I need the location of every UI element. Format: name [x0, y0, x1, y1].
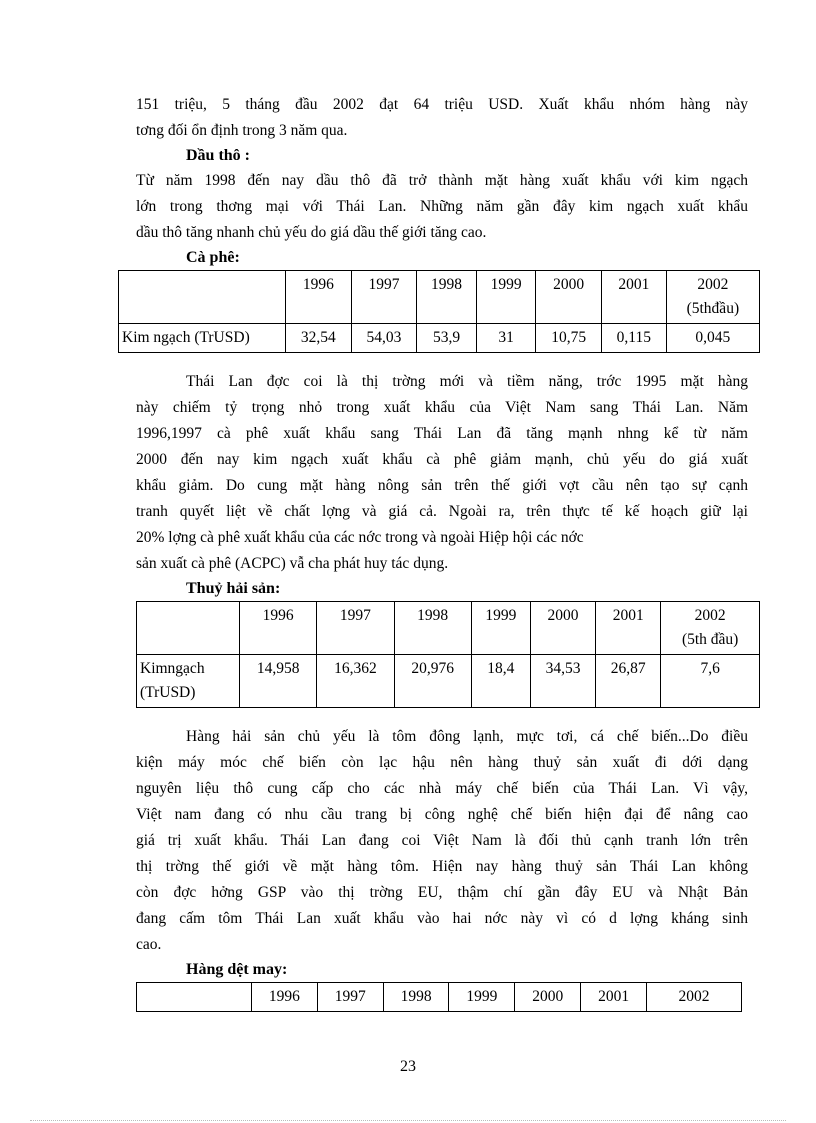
intro-line-1: 151 triệu, 5 tháng đầu 2002 đạt 64 triệu USD. Xuất khẩu nhóm hàng này: [136, 96, 748, 113]
seafood-year-1998: 1998: [394, 602, 471, 655]
coffee-table-corner: [119, 271, 286, 324]
textiles-year-2001: 2001: [581, 983, 647, 1012]
document-page: [122, 92, 748, 1012]
coffee-line-1: Thái Lan đợc coi là thị trờng mới và tiềm năng, trớc 1995 mặt hàng: [186, 373, 748, 390]
seafood-year-2000: 2000: [530, 602, 595, 655]
seafood-year-2002-label: 2002: [694, 607, 726, 624]
seafood-value: 7,6: [661, 655, 760, 708]
coffee-year-1999: 1999: [476, 271, 536, 324]
seafood-line-6: thị trờng thế giới về mặt hàng tôm. Hiện nay hàng thuỷ sản Thái Lan không: [136, 858, 748, 875]
seafood-table-header-row: [137, 602, 760, 655]
crude-oil-line-1: Từ năm 1998 đến nay dầu thô đã trở thành mặt hàng xuất khẩu với kim ngạch: [136, 172, 748, 189]
coffee-line-5: khẩu giảm. Do cung mặt hàng nông sản trên thế giới vợt cầu nên tạo sự cạnh: [136, 477, 748, 494]
seafood-line-5: giá trị xuất khẩu. Thái Lan đang coi Việt Nam là đối thủ cạnh tranh lớn trên: [136, 832, 748, 849]
coffee-line-8: sản xuất cà phê (ACPC) vẫ cha phát huy tác dụng.: [136, 555, 449, 572]
seafood-value: 20,976: [394, 655, 471, 708]
textiles-year-2000: 2000: [515, 983, 581, 1012]
seafood-value: 26,87: [596, 655, 661, 708]
coffee-table: [118, 270, 760, 353]
textiles-table-header-row: [137, 983, 742, 1012]
coffee-line-7: 20% lợng cà phê xuất khẩu của các nớc trong và ngoài Hiệp hội các nớc: [136, 529, 584, 546]
textiles-year-2002: 2002: [647, 983, 742, 1012]
textiles-heading: Hàng dệt may:: [186, 961, 288, 978]
page-number: 23: [400, 1058, 416, 1075]
seafood-table-corner: [137, 602, 240, 655]
intro-line-2: tơng đối ổn định trong 3 năm qua.: [136, 122, 348, 139]
seafood-year-2001: 2001: [596, 602, 661, 655]
coffee-table-value-row: [119, 324, 760, 353]
seafood-line-1: Hàng hải sản chủ yếu là tôm đông lạnh, mực tơi, cá chế biến...Do điều: [186, 728, 748, 745]
coffee-year-2002: [666, 271, 759, 324]
coffee-year-2000: 2000: [536, 271, 602, 324]
coffee-line-3: 1996,1997 cà phê xuất khẩu sang Thái Lan đã tăng mạnh nhng kể từ năm: [136, 425, 748, 442]
coffee-year-2002-note: (5thđầu): [686, 300, 740, 317]
seafood-year-2002: [661, 602, 760, 655]
crude-oil-line-2: lớn trong thơng mại với Thái Lan. Những năm gần đây kim ngạch xuất khẩu: [136, 198, 748, 215]
coffee-year-2001: 2001: [601, 271, 666, 324]
coffee-line-2: này chiếm tỷ trọng nhỏ trong xuất khẩu của Việt Nam sang Thái Lan. Năm: [136, 399, 748, 416]
seafood-value: 34,53: [530, 655, 595, 708]
seafood-year-1997: 1997: [317, 602, 394, 655]
coffee-year-1996: 1996: [286, 271, 352, 324]
coffee-heading: Cà phê:: [186, 249, 240, 266]
seafood-line-8: đang cấm tôm Thái Lan xuất khẩu vào hai nớc này vì có d lợng kháng sinh: [136, 910, 748, 927]
textiles-year-1997: 1997: [317, 983, 383, 1012]
textiles-table: [136, 982, 742, 1012]
coffee-value: 0,045: [666, 324, 759, 353]
coffee-year-1998: 1998: [417, 271, 477, 324]
seafood-row-label-line-1: Kimngạch: [140, 660, 205, 677]
coffee-value: 31: [476, 324, 536, 353]
coffee-line-6: tranh quyết liệt về chất lợng và giá cả. Ngoài ra, trên thực tế kế hoạch giữ lại: [136, 503, 748, 520]
seafood-line-7: còn đợc hởng GSP vào thị trờng EU, thậm chí gần đây EU và Nhật Bản: [136, 884, 748, 901]
seafood-value: 16,362: [317, 655, 394, 708]
coffee-row-label: Kim ngạch (TrUSD): [119, 324, 286, 353]
seafood-row-label: [137, 655, 240, 708]
textiles-year-1996: 1996: [252, 983, 318, 1012]
seafood-year-1999: 1999: [471, 602, 530, 655]
coffee-year-2002-label: 2002: [697, 276, 729, 293]
coffee-year-1997: 1997: [351, 271, 417, 324]
seafood-year-2002-note: (5th đầu): [681, 631, 739, 648]
crude-oil-heading: Dầu thô :: [186, 147, 251, 164]
coffee-value: 54,03: [351, 324, 417, 353]
crude-oil-line-3: dầu thô tăng nhanh chủ yếu do giá dầu thế giới tăng cao.: [136, 224, 487, 241]
textiles-table-corner: [137, 983, 252, 1012]
coffee-table-header-row: [119, 271, 760, 324]
seafood-line-2: kiện máy móc chế biến còn lạc hậu nên hàng thuỷ sản xuất đi dới dạng: [136, 754, 748, 771]
coffee-value: 0,115: [601, 324, 666, 353]
seafood-line-4: Việt nam đang có nhu cầu trang bị công nghệ chế biến hiện đại để nâng cao: [136, 806, 748, 823]
seafood-row-label-line-2: (TrUSD): [140, 684, 196, 701]
seafood-table-value-row: [137, 655, 760, 708]
textiles-year-1998: 1998: [383, 983, 449, 1012]
seafood-year-1996: 1996: [240, 602, 317, 655]
seafood-value: 18,4: [471, 655, 530, 708]
coffee-value: 10,75: [536, 324, 602, 353]
bottom-divider: [30, 1120, 786, 1121]
seafood-table: [136, 601, 760, 708]
seafood-line-3: nguyên liệu thô cung cấp cho các nhà máy chế biến của Thái Lan. Vì vậy,: [136, 780, 748, 797]
coffee-value: 53,9: [417, 324, 477, 353]
coffee-value: 32,54: [286, 324, 352, 353]
seafood-heading: Thuỷ hải sản:: [186, 580, 281, 597]
seafood-value: 14,958: [240, 655, 317, 708]
textiles-year-1999: 1999: [449, 983, 515, 1012]
coffee-line-4: 2000 đến nay kim ngạch xuất khẩu cà phê giảm mạnh, chủ yếu do giá xuất: [136, 451, 748, 468]
seafood-line-9: cao.: [136, 936, 162, 953]
